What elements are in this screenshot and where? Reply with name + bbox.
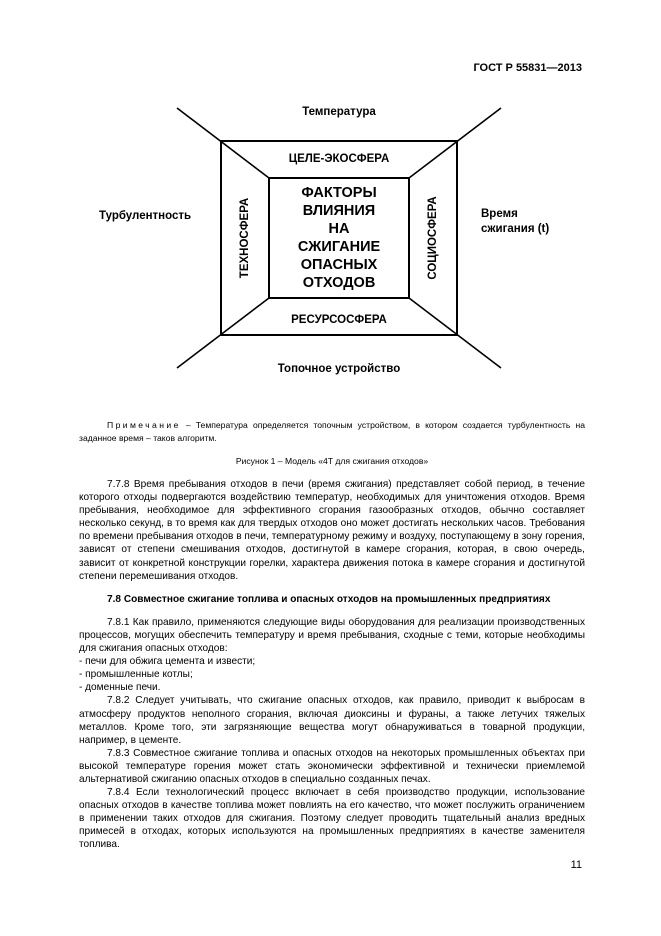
center-line: ОТХОДОВ [302, 275, 376, 291]
figure-note [79, 419, 585, 445]
page-number: 11 [570, 859, 582, 871]
list-item: - печи для обжига цемента и извести; [79, 656, 256, 668]
paragraph-7-8-1: 7.8.1 Как правило, применяются следующие виды оборудования для реализации производственных процессов, могущих обеспечить температуру и время пребывания, сходные с теми, которые необходимы для сжигания опасных отходов: [79, 616, 585, 655]
figure-caption: Рисунок 1 – Модель «4Т для сжигания отходов» [235, 456, 429, 466]
diagonal-top-left [177, 108, 269, 178]
burn-time-label [481, 207, 549, 237]
list-item: - доменные печи. [79, 682, 161, 694]
note-text: – Температура определяется топочным устройством, в котором создается турбулентность на заданное время – таков алгоритм. [79, 420, 585, 443]
tsele-ecosphere-label: ЦЕЛЕ-ЭКОСФЕРА [288, 153, 390, 165]
turbulence-label: Турбулентность [99, 210, 192, 222]
resource-sphere-label: РЕСУРСОСФЕРА [291, 314, 387, 326]
burn-time-line-1: Время [481, 208, 518, 220]
technosphere-label: ТЕХНОСФЕРА [239, 197, 251, 279]
furnace-label: Топочное устройство [277, 363, 401, 375]
burn-time-line-2: сжигания (t) [481, 223, 550, 235]
center-line: НА [328, 221, 350, 237]
paragraph-7-8-4: 7.8.4 Если технологический процесс включает в себя производство продукции, использование опасных отходов в качестве топлива может повлиять на его качество, что может послужить ограничением в применении таких отходов для сжигания. Поэтому следует проводить тщательный анализ вредных примесей в отходах, которых используются на промышленных предприятиях в качестве заменителя топлива. [79, 787, 585, 851]
center-title [269, 178, 409, 298]
diagonal-top-right [409, 108, 501, 178]
center-line: СЖИГАНИЕ [297, 239, 381, 255]
section-title-7-8: 7.8 Совместное сжигание топлива и опасных отходов на промышленных предприятиях [107, 593, 551, 605]
diagonal-bottom-right [409, 298, 501, 368]
center-line: ВЛИЯНИЯ [302, 203, 376, 219]
sociosphere-label: СОЦИОСФЕРА [427, 196, 439, 280]
note-lead: Примечание [107, 420, 181, 430]
body-text [79, 478, 585, 852]
center-line: ОПАСНЫХ [300, 257, 378, 273]
list-item: - промышленные котлы; [79, 669, 193, 681]
diagonal-bottom-left [177, 298, 269, 368]
paragraph-7-8-3: 7.8.3 Совместное сжигание топлива и опасных отходов на некоторых промышленных объектах при высокой температуре горения может стать экономически эффективной и технически приемлемой альтернативой сжиганию опасных отходов в специально созданных печах. [79, 747, 585, 785]
center-line: ФАКТОРЫ [301, 185, 377, 201]
paragraph-7-7-8: 7.7.8 Время пребывания отходов в печи (время сжигания) представляет собой период, в течение которого отходы подвергаются воздействию температур, необходимых для уничтожения отходов. Время пребывания, необходимое для эффективного сгорания газообразных отходов, обычно составляет несколько секунд, в то время как для твердых отходов оно может достигать нескольких часов. Требования по времени пребывания отходов в печи, температурному режиму и воздуху, поступающему в зону горения, зависят от степени смешивания отходов, достигнутой в камере сгорания, которая, в свою очередь, зависит от конкретной конструкции горелки, характера движения потока в камере сгорания и достигнутой степени перемешивания отходов. [79, 479, 585, 582]
document-header: ГОСТ Р 55831—2013 [473, 62, 582, 74]
paragraph-7-8-2: 7.8.2 Следует учитывать, что сжигание опасных отходов, как правило, приводит к выбросам в атмосферу продуктов неполного сгорания, включая диоксины и фураны, а также летучих тяжелых металлов. Кроме того, эти загрязняющие вещества могут обнаруживаться в товарной продукции, например, в цементе. [79, 695, 585, 746]
temperature-label: Температура [302, 106, 376, 118]
